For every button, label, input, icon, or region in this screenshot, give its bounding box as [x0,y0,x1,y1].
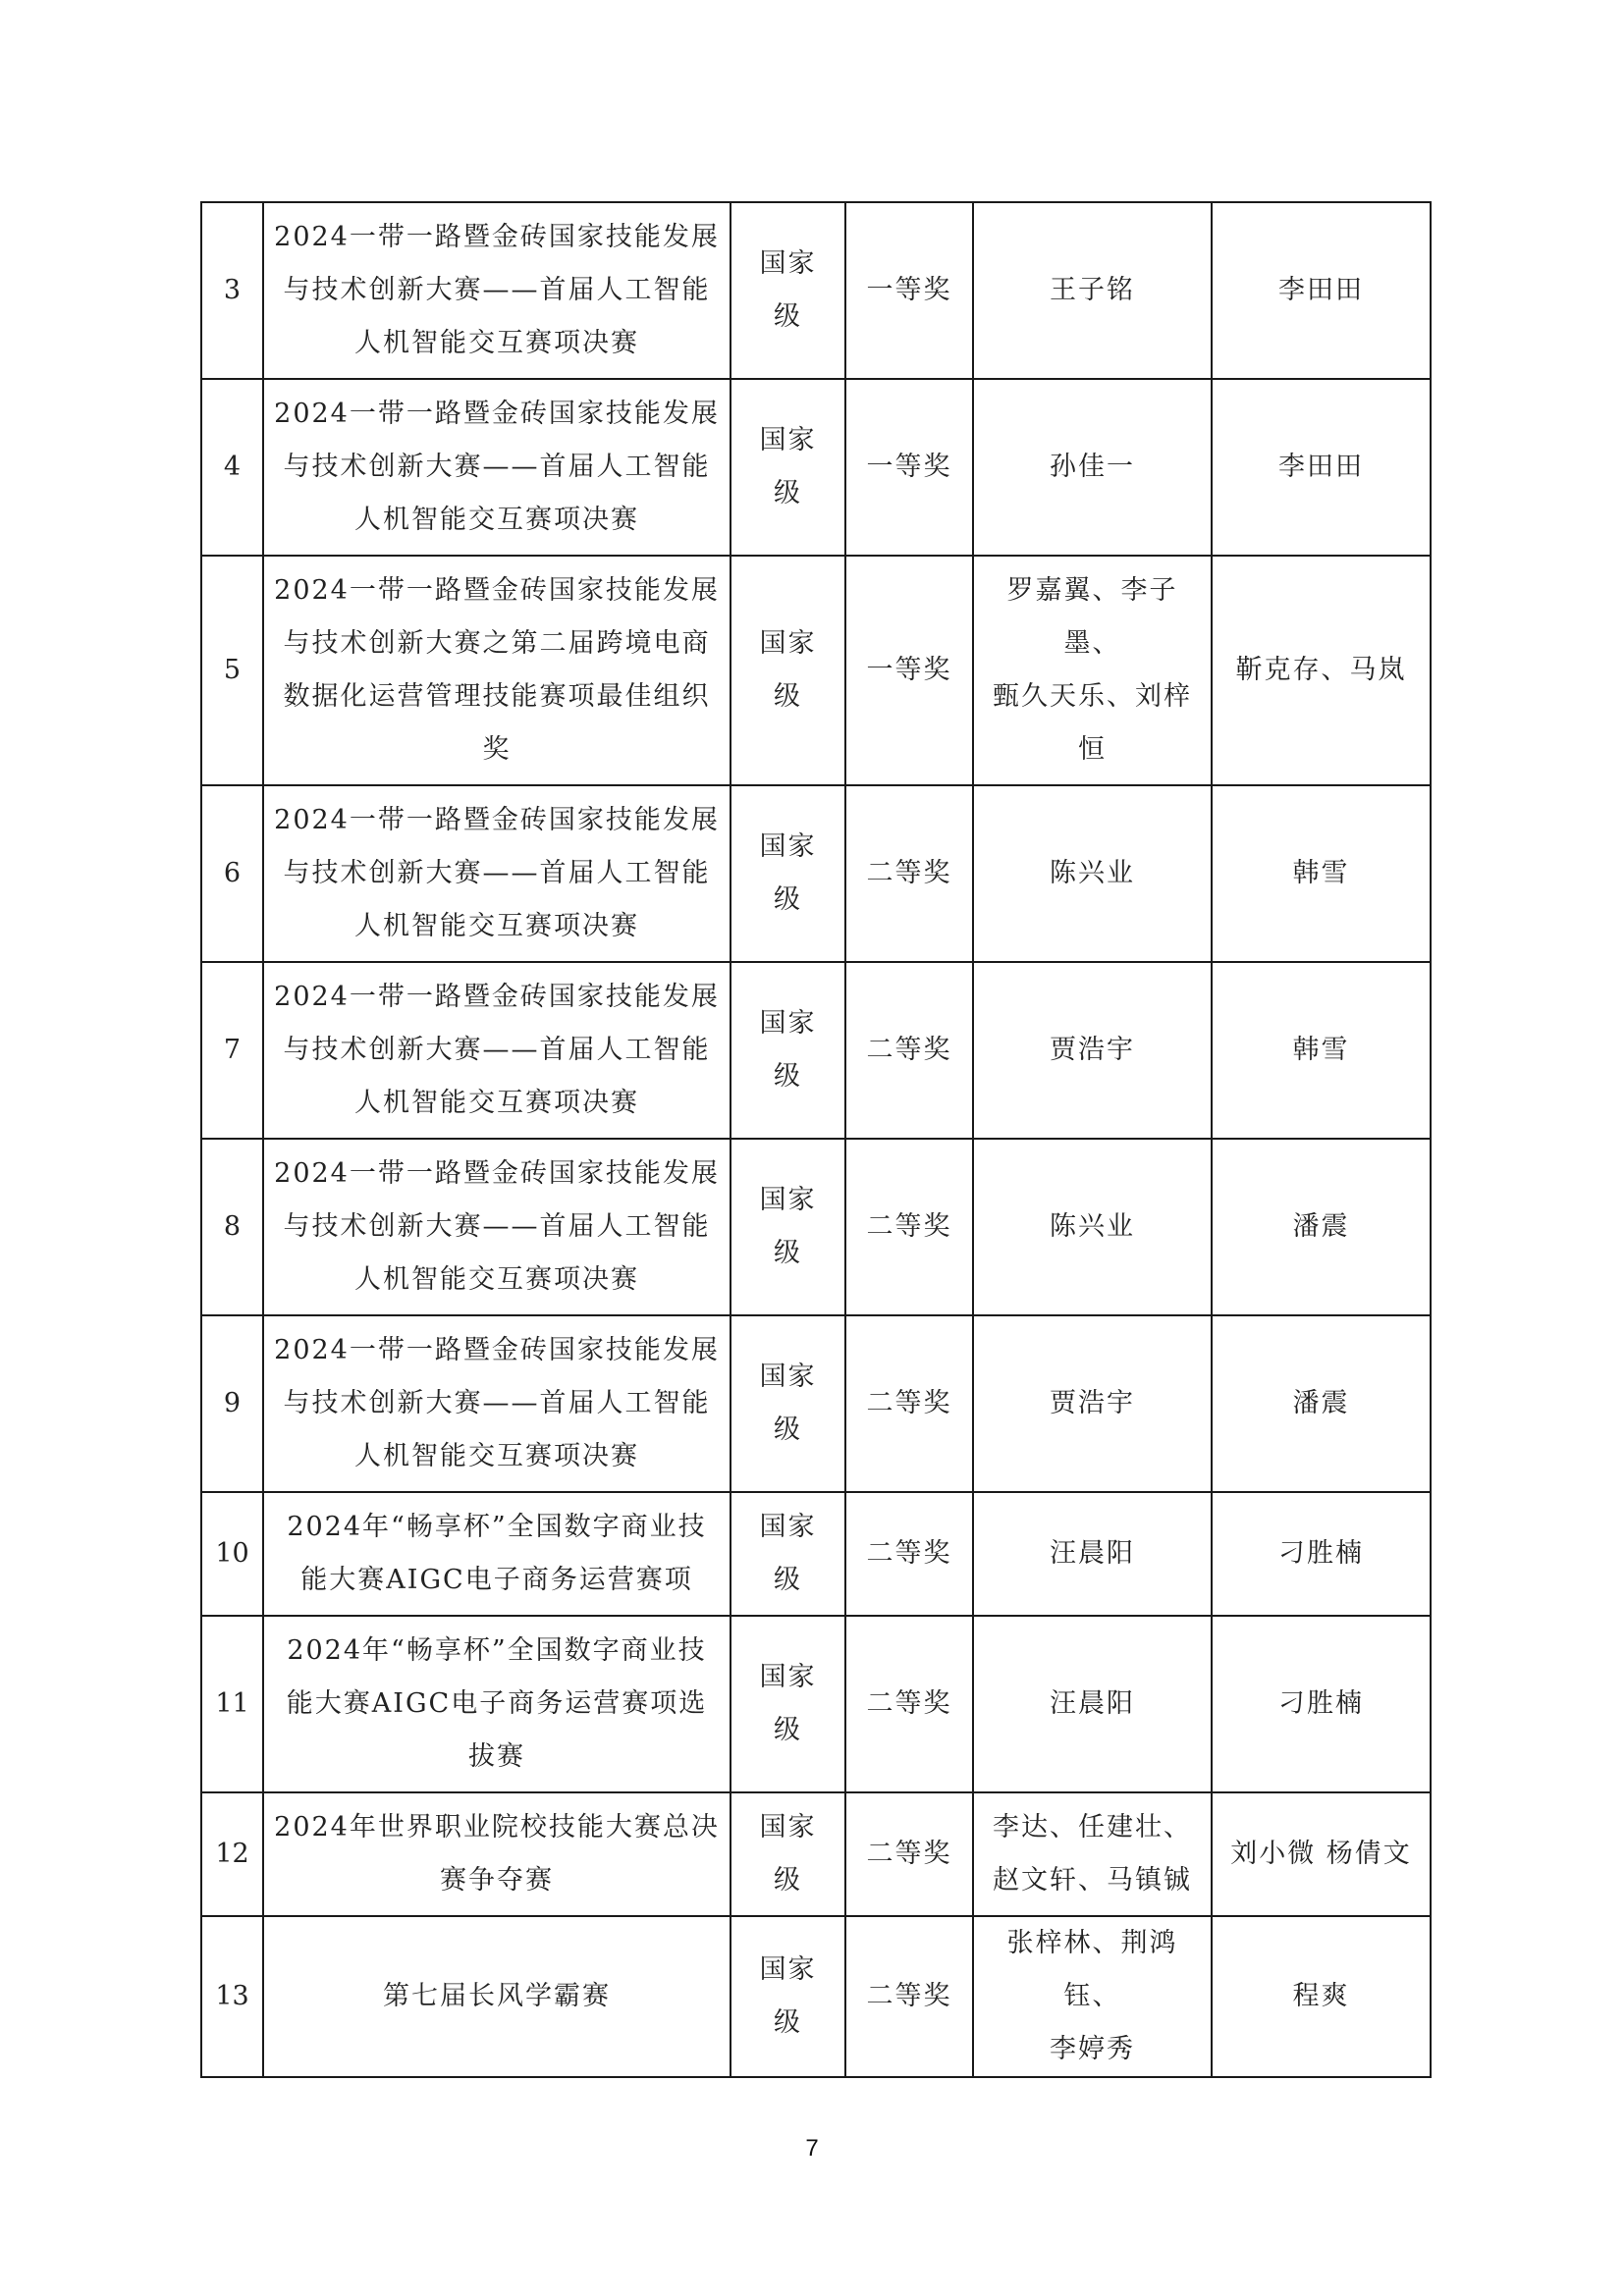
competition-name-line: 2024一带一路暨金砖国家技能发展 [274,399,720,429]
teacher-names: 程爽 [1212,1916,1431,2077]
award-level [731,379,845,556]
student-names-line: 陈兴业 [1050,858,1135,888]
competition-name-line: 2024年“畅享杯”全国数字商业技 [287,1512,707,1542]
teacher-names: 潘震 [1212,1315,1431,1492]
competition-name-line: 第七届长风学霸赛 [383,1981,611,2011]
student-names-line: 陈兴业 [1050,1211,1135,1242]
award-grade: 二等奖 [845,1315,973,1492]
competition-name-line: 人机智能交互赛项决赛 [354,1441,639,1471]
competition-name-line: 2024一带一路暨金砖国家技能发展 [274,805,720,835]
table-row [201,1792,1431,1916]
student-names [973,202,1212,379]
awards-table-body [201,202,1431,2077]
student-names-line: 李婷秀 [1050,2034,1135,2064]
award-level [731,1492,845,1616]
award-level-line: 国家 [759,1008,817,1039]
student-names-line: 李达、任建壮、 [993,1812,1192,1842]
award-level-line: 国家 [759,1954,817,1985]
competition-name [263,1492,731,1616]
award-level-line: 国家 [759,1362,817,1392]
competition-name [263,1315,731,1492]
table-row [201,379,1431,556]
teacher-names: 刘小微 杨倩文 [1212,1792,1431,1916]
competition-name-line: 与技术创新大赛——首届人工智能 [283,1035,711,1065]
table-row [201,1315,1431,1492]
row-number: 4 [201,379,263,556]
award-level [731,1616,845,1792]
award-level-line: 国家 [759,1512,817,1542]
competition-name-line: 人机智能交互赛项决赛 [354,328,639,358]
student-names [973,379,1212,556]
competition-name-line: 奖 [482,734,512,765]
teacher-names: 李田田 [1212,202,1431,379]
award-level [731,785,845,962]
teacher-names: 潘震 [1212,1139,1431,1315]
student-names-line: 汪晨阳 [1050,1688,1135,1719]
award-level-line: 国家 [759,628,817,659]
student-names-line: 汪晨阳 [1050,1538,1135,1569]
competition-name [263,1139,731,1315]
award-level-line: 级 [774,301,802,332]
competition-name-line: 能大赛AIGC电子商务运营赛项选 [286,1688,708,1719]
competition-name-line: 人机智能交互赛项决赛 [354,505,639,535]
award-level-line: 国家 [759,1662,817,1692]
competition-name [263,1916,731,2077]
student-names-line: 贾浩宇 [1050,1035,1135,1065]
competition-name-line: 2024一带一路暨金砖国家技能发展 [274,1335,720,1365]
teacher-names: 靳克存、马岚 [1212,556,1431,785]
competition-name [263,1616,731,1792]
table-row [201,962,1431,1139]
competition-name [263,1792,731,1916]
competition-name-line: 人机智能交互赛项决赛 [354,1088,639,1118]
award-grade: 一等奖 [845,202,973,379]
competition-name [263,379,731,556]
award-grade: 二等奖 [845,785,973,962]
competition-name-line: 赛争夺赛 [440,1865,554,1896]
competition-name-line: 2024年“畅享杯”全国数字商业技 [287,1635,707,1666]
student-names [973,1492,1212,1616]
competition-name-line: 与技术创新大赛——首届人工智能 [283,452,711,482]
row-number: 7 [201,962,263,1139]
student-names-line: 赵文轩、马镇铖 [993,1865,1192,1896]
table-row [201,1492,1431,1616]
award-level-line: 级 [774,681,802,712]
table-row [201,1139,1431,1315]
teacher-names: 刁胜楠 [1212,1616,1431,1792]
student-names-line: 罗嘉翼、李子墨、 [1006,575,1178,659]
student-names [973,1139,1212,1315]
competition-name-line: 拔赛 [468,1741,525,1772]
competition-name-line: 2024一带一路暨金砖国家技能发展 [274,575,720,606]
competition-name-line: 2024一带一路暨金砖国家技能发展 [274,1158,720,1189]
award-level-line: 国家 [759,425,817,455]
row-number: 12 [201,1792,263,1916]
table-row [201,202,1431,379]
competition-name-line: 与技术创新大赛——首届人工智能 [283,858,711,888]
table-row [201,785,1431,962]
competition-name-line: 2024一带一路暨金砖国家技能发展 [274,982,720,1012]
student-names [973,1315,1212,1492]
row-number: 3 [201,202,263,379]
row-number: 11 [201,1616,263,1792]
competition-name-line: 与技术创新大赛——首届人工智能 [283,1211,711,1242]
award-level-line: 级 [774,1415,802,1445]
student-names-line: 甄久天乐、刘梓 [993,681,1192,712]
award-grade: 二等奖 [845,1139,973,1315]
student-names [973,1792,1212,1916]
student-names [973,785,1212,962]
competition-name-line: 人机智能交互赛项决赛 [354,911,639,941]
row-number: 13 [201,1916,263,2077]
award-grade: 二等奖 [845,1492,973,1616]
competition-name [263,202,731,379]
award-level-line: 国家 [759,1812,817,1842]
row-number: 8 [201,1139,263,1315]
award-level-line: 级 [774,1865,802,1896]
student-names-line: 孙佳一 [1050,452,1135,482]
competition-name-line: 与技术创新大赛——首届人工智能 [283,1388,711,1418]
award-grade: 二等奖 [845,1916,973,2077]
row-number: 9 [201,1315,263,1492]
competition-name-line: 2024年世界职业院校技能大赛总决 [274,1812,720,1842]
row-number: 6 [201,785,263,962]
competition-name-line: 2024一带一路暨金砖国家技能发展 [274,222,720,252]
competition-name-line: 数据化运营管理技能赛项最佳组织 [283,681,711,712]
student-names-line: 张梓林、荆鸿钰、 [1006,1928,1178,2011]
competition-name-line: 与技术创新大赛之第二届跨境电商 [283,628,711,659]
teacher-names: 韩雪 [1212,962,1431,1139]
page-number: 7 [805,2135,819,2162]
award-level [731,962,845,1139]
award-level [731,202,845,379]
award-level [731,1792,845,1916]
competition-name [263,962,731,1139]
award-level [731,556,845,785]
teacher-names: 韩雪 [1212,785,1431,962]
award-grade: 二等奖 [845,962,973,1139]
student-names [973,962,1212,1139]
teacher-names: 李田田 [1212,379,1431,556]
award-level-line: 级 [774,1715,802,1745]
table-row [201,1916,1431,2077]
competition-name-line: 人机智能交互赛项决赛 [354,1264,639,1295]
awards-table-container [200,201,1430,2078]
award-grade: 二等奖 [845,1792,973,1916]
teacher-names: 刁胜楠 [1212,1492,1431,1616]
student-names-line: 贾浩宇 [1050,1388,1135,1418]
award-grade: 二等奖 [845,1616,973,1792]
student-names [973,1616,1212,1792]
award-level-line: 级 [774,2007,802,2038]
competition-name [263,556,731,785]
competition-name [263,785,731,962]
student-names [973,556,1212,785]
award-grade: 一等奖 [845,556,973,785]
award-level [731,1315,845,1492]
competition-name-line: 能大赛AIGC电子商务运营赛项 [300,1565,693,1595]
student-names-line: 王子铭 [1050,275,1135,305]
award-level-line: 级 [774,478,802,508]
award-level-line: 级 [774,884,802,915]
award-level-line: 国家 [759,248,817,279]
award-level-line: 级 [774,1238,802,1268]
award-level-line: 级 [774,1061,802,1092]
award-grade: 一等奖 [845,379,973,556]
award-level [731,1916,845,2077]
awards-table [200,201,1432,2078]
competition-name-line: 与技术创新大赛——首届人工智能 [283,275,711,305]
table-row [201,1616,1431,1792]
award-level [731,1139,845,1315]
table-row [201,556,1431,785]
student-names-line: 恒 [1078,734,1107,765]
row-number: 5 [201,556,263,785]
row-number: 10 [201,1492,263,1616]
award-level-line: 国家 [759,1185,817,1215]
student-names [973,1916,1212,2077]
award-level-line: 级 [774,1565,802,1595]
award-level-line: 国家 [759,831,817,862]
